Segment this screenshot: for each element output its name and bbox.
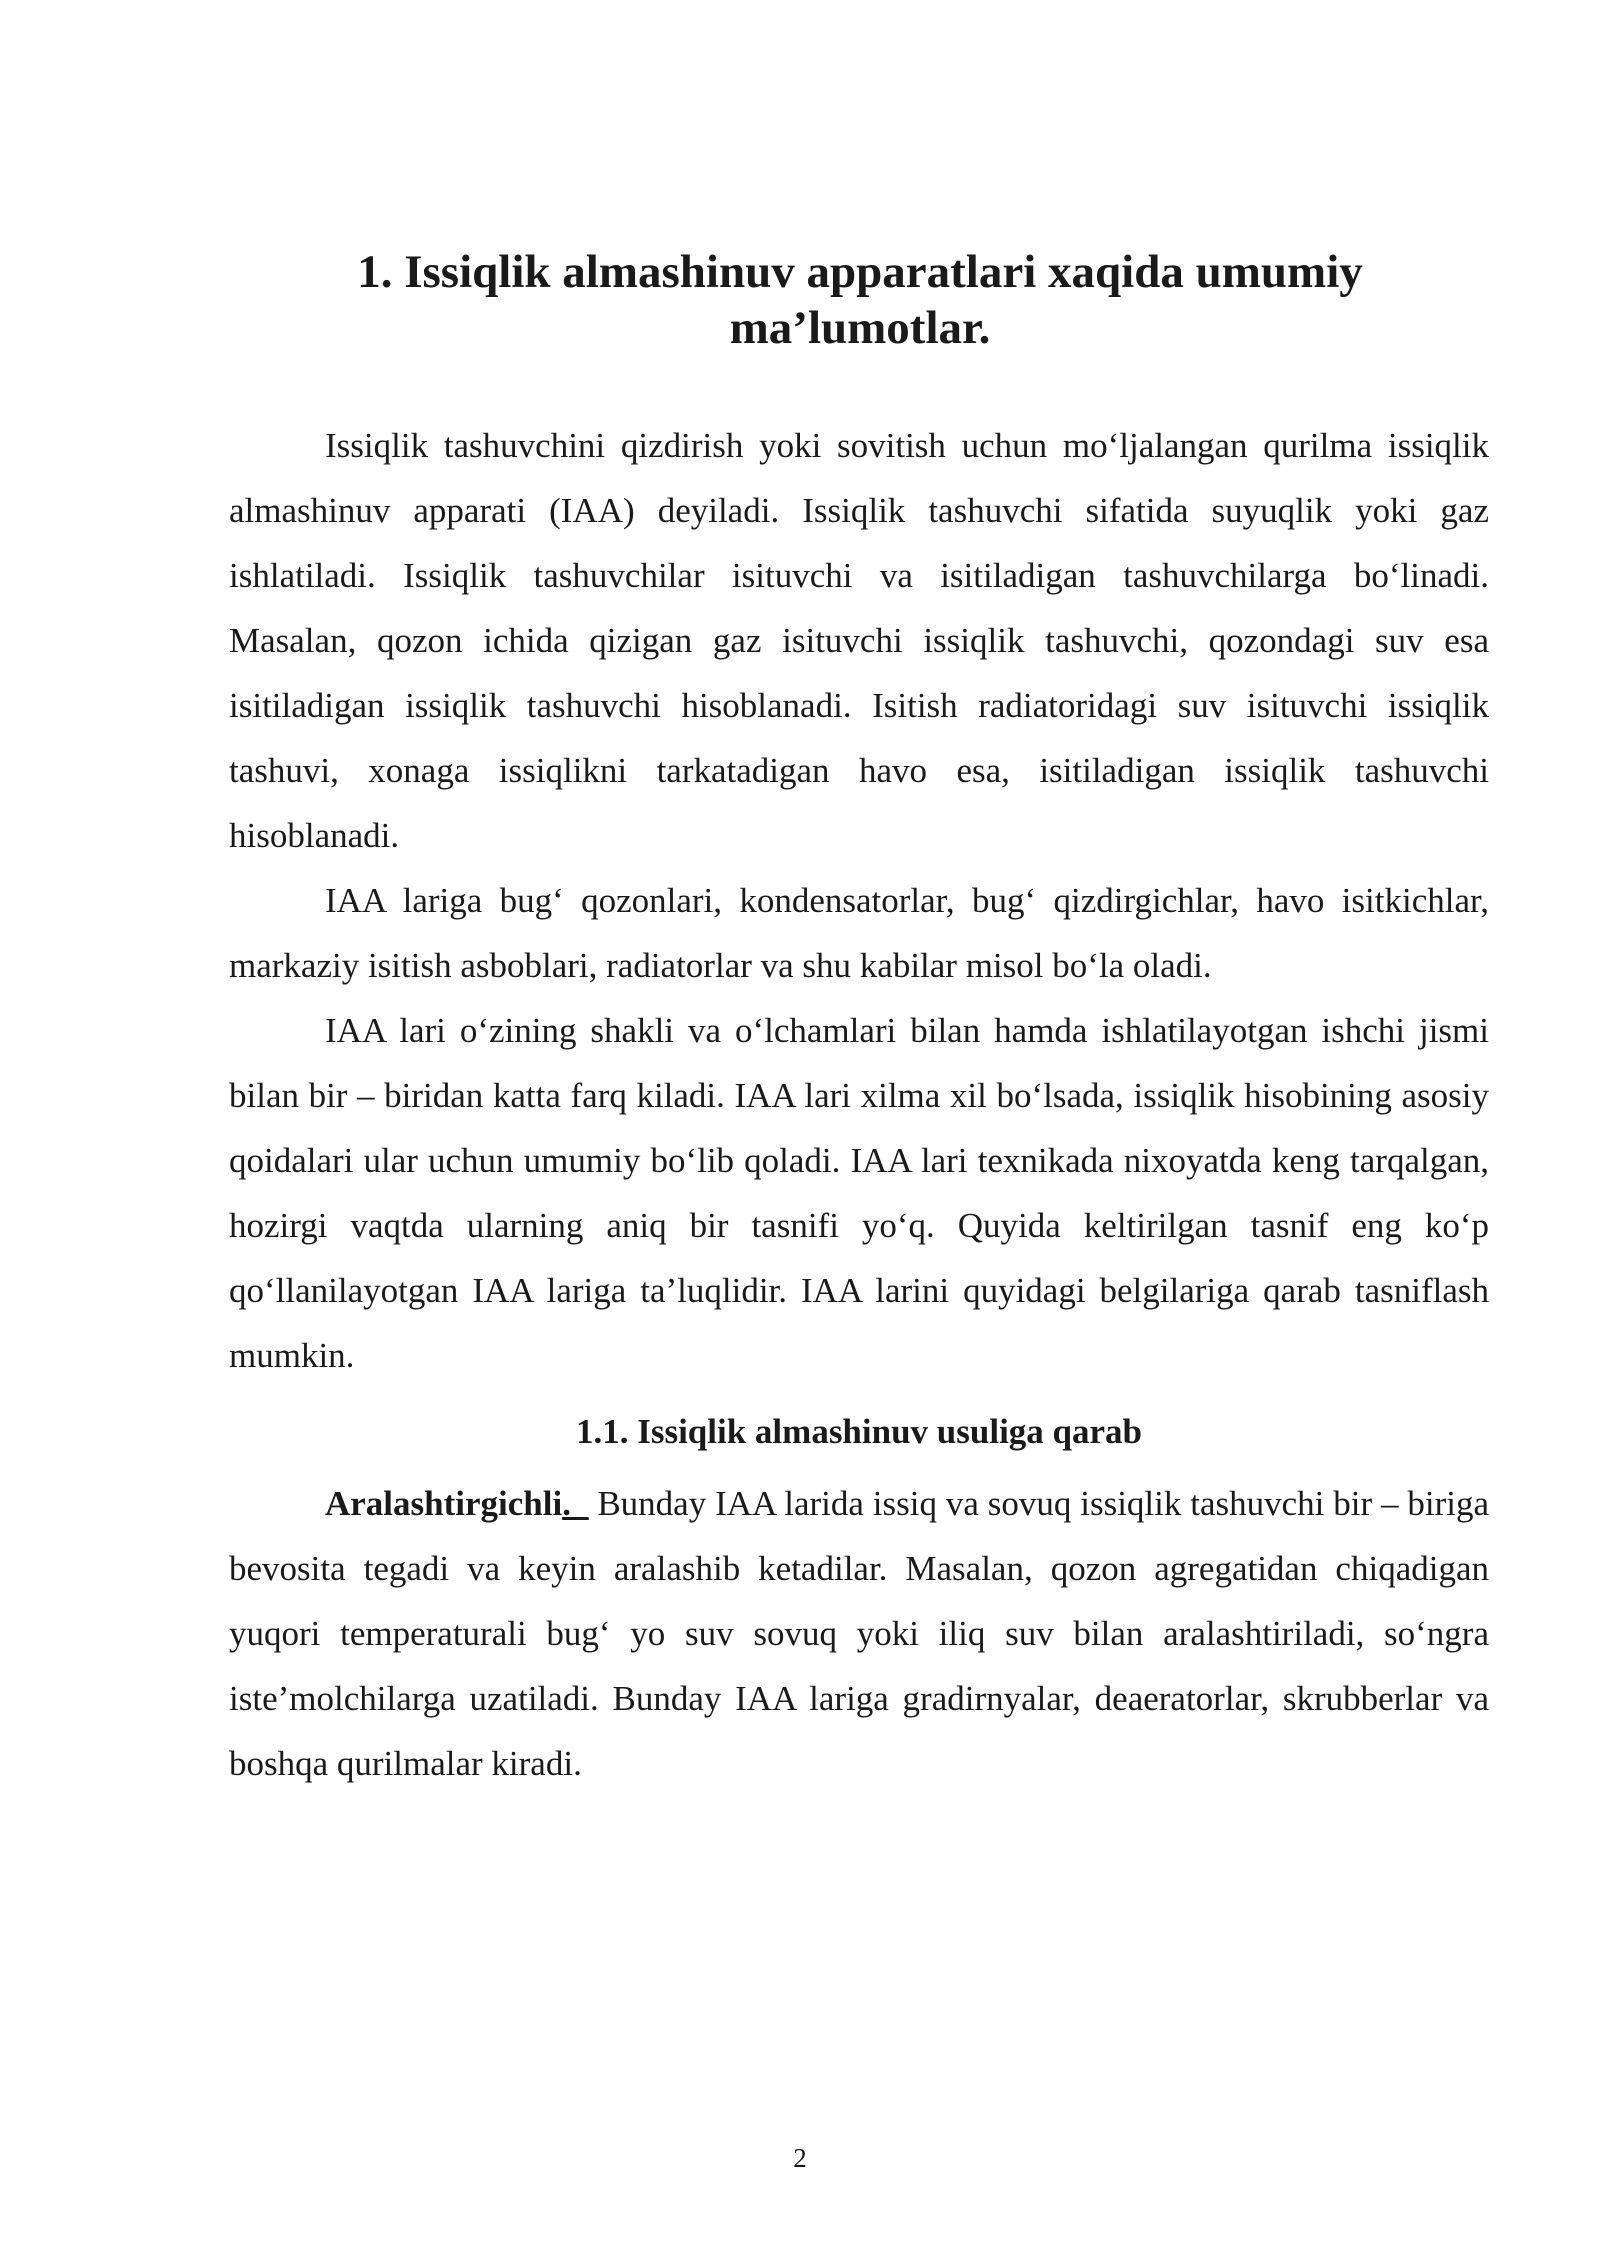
document-body: [229, 413, 1489, 1796]
page-title-line-1: 1. Issiqlik almashinuv apparatlari xaqida umumiy: [357, 246, 1363, 298]
paragraph-definition: Issiqlik tashuvchini qizdirish yoki sovitish uchun mo‘ljalangan qurilma issiqlik almashinuv apparati (IAA) deyiladi. Issiqlik tashuvchi sifatida suyuqlik yoki gaz ishlatiladi. Issiqlik tashuvchilar isituvchi va isitiladigan tashuvchilarga bo‘linadi. Masalan, qozon ichida qizigan gaz isituvchi issiqlik tashuvchi, qozondagi suv esa isitiladigan issiqlik tashuvchi hisoblanadi. Isitish radiatoridagi suv isituvchi issiqlik tashuvi, xonaga issiqlikni tarkatadigan havo esa, isitiladigan issiqlik tashuvchi hisoblanadi.: [229, 426, 1489, 855]
page-title-line-2: ma’lumotlar.: [729, 302, 991, 354]
paragraph-classification: IAA lari o‘zining shakli va o‘lchamlari bilan hamda ishlatilayotgan ishchi jismi bilan bir – biridan katta farq kiladi. IAA lari xilma xil bo‘lsada, issiqlik hisobining asosiy qoidalari ular uchun umumiy bo‘lib qoladi. IAA lari texnikada nixoyatda keng tarqalgan, hozirgi vaqtda ularning aniq bir tasnifi yo‘q. Quyida keltirilgan tasnif eng ko‘p qo‘llanilayotgan IAA lariga ta’luqlidir. IAA larini quyidagi belgilariga qarab tasniflash mumkin.: [229, 1011, 1489, 1375]
page-number: 2: [793, 2143, 807, 2173]
paragraph-mixing-text: Bunday IAA larida issiq va sovuq issiqlik tashuvchi bir – biriga bevosita tegadi va keyin aralashib ketadilar. Masalan, qozon agregatidan chiqadigan yuqori temperaturali bug‘ yo suv sovuq yoki iliq suv bilan aralashtiriladi, so‘ngra iste’molchilarga uzatiladi. Bunday IAA lariga gradirnyalar, deaeratorlar, skrubberlar va boshqa qurilmalar kiradi.: [229, 1484, 1489, 1783]
page-title: [260, 244, 1460, 356]
paragraph-mixing-type: [229, 1471, 1489, 1796]
section-subheading: 1.1. Issiqlik almashinuv usuliga qarab: [575, 1412, 1143, 1451]
lead-term-text: Aralashtirgichli: [325, 1484, 563, 1523]
lead-term: [325, 1484, 588, 1523]
paragraph-examples: IAA lariga bug‘ qozonlari, kondensatorlar, bug‘ qizdirgichlar, havo isitkichlar, markaziy isitish asboblari, radiatorlar va shu kabilar misol bo‘la oladi.: [229, 881, 1489, 985]
lead-term-suffix: ._: [562, 1484, 589, 1523]
